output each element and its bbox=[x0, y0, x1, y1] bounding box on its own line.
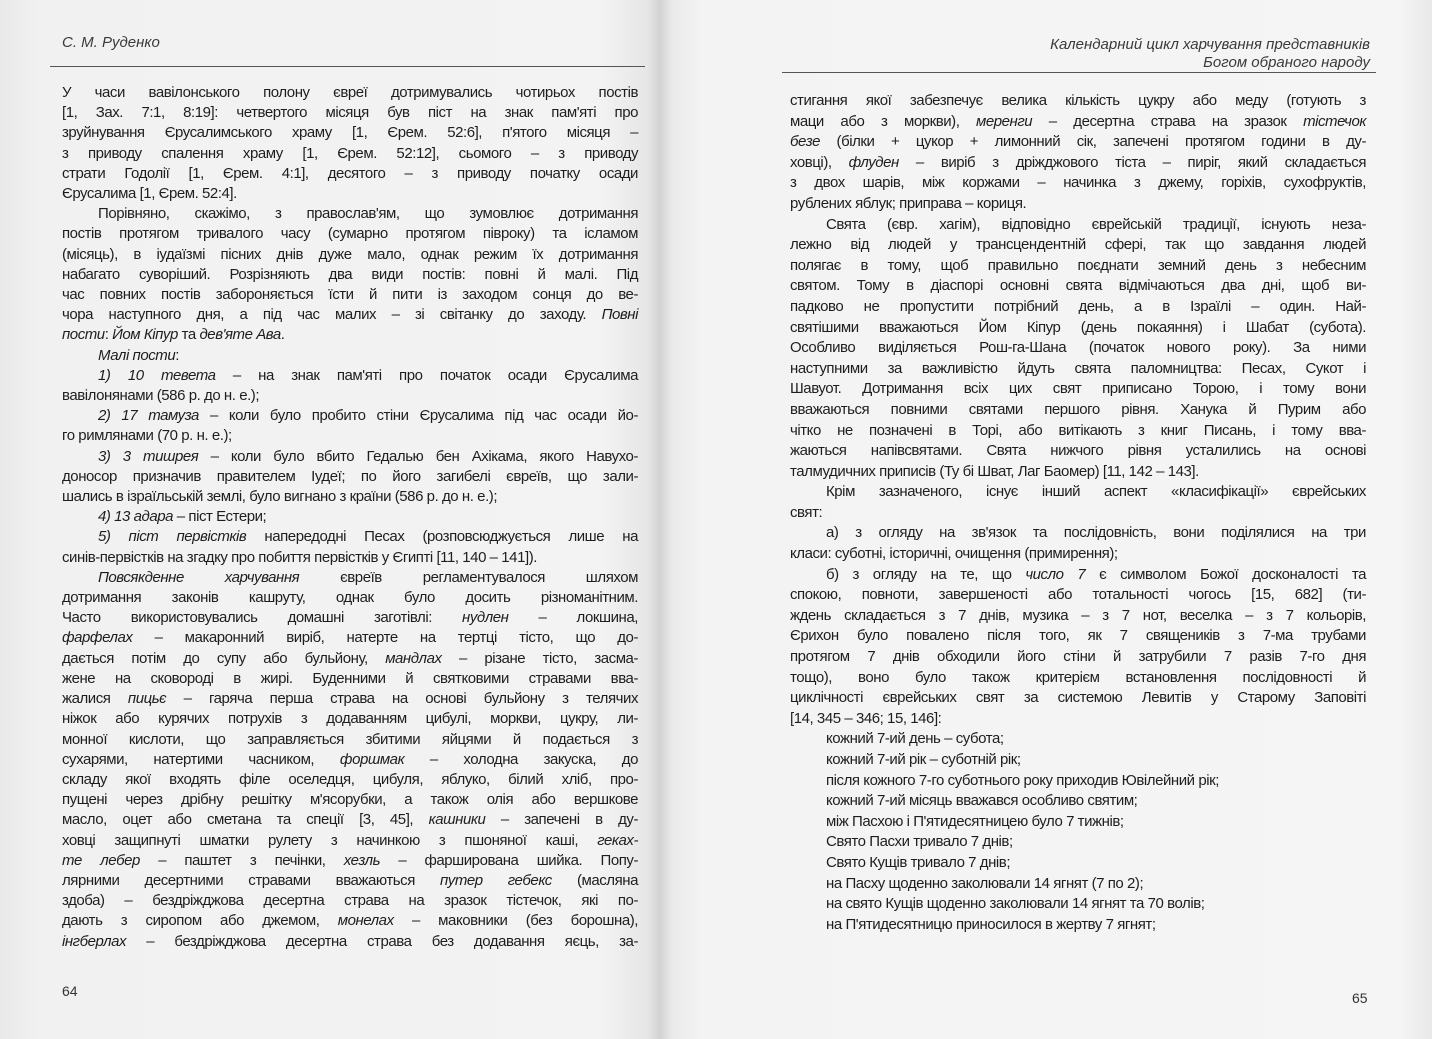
text-line bbox=[790, 647, 1366, 668]
text-run: Єрихон було повалено після того, як 7 священиків з 7-ма трубами bbox=[790, 627, 1366, 645]
text-line bbox=[790, 565, 1366, 586]
text-line bbox=[790, 400, 1366, 421]
text-line bbox=[62, 628, 638, 648]
text-line bbox=[62, 447, 638, 467]
italic-term: те лебер bbox=[62, 851, 140, 869]
text-run: ніжок або курячих потрухів з додаванням цибулі, моркви, цукру, ли- bbox=[62, 710, 638, 728]
text-line bbox=[62, 689, 638, 709]
text-line bbox=[62, 770, 638, 790]
text-run: святом. Тому в діаспорі основні свята відмічаються два дні, щоб ви- bbox=[790, 277, 1366, 295]
text-run: кожний 7-ий день – субота; bbox=[826, 730, 1004, 748]
text-run: вавілонянами (586 р. до н. е.); bbox=[62, 387, 260, 405]
left-page-body bbox=[62, 83, 638, 952]
text-run: У часи вавілонського полону євреї дотримувались чотирьох постів bbox=[62, 84, 638, 101]
italic-term: фарфелах bbox=[62, 629, 133, 647]
italic-term: 5) піст первістків bbox=[98, 528, 247, 546]
text-line bbox=[62, 649, 638, 669]
text-run: – десертна страва на зразок bbox=[1032, 112, 1304, 130]
text-line bbox=[790, 318, 1366, 339]
text-line bbox=[790, 503, 1366, 524]
text-run: чітко не позначені в Торі, або витікають з книг Писань, і тому вва- bbox=[790, 421, 1366, 439]
text-line bbox=[62, 83, 638, 103]
right-page bbox=[716, 0, 1432, 1039]
text-line bbox=[790, 379, 1366, 400]
text-line bbox=[62, 891, 638, 911]
text-run: – локшина, bbox=[508, 609, 638, 627]
text-line bbox=[790, 688, 1366, 709]
text-run: маци або з моркви), bbox=[790, 112, 977, 130]
text-run: після кожного 7-го суботнього року приходив Ювілейний рік; bbox=[826, 771, 1219, 789]
italic-term: Повні bbox=[601, 306, 638, 324]
text-run: дають з сиропом або джемом, bbox=[62, 912, 338, 930]
italic-term: монелах bbox=[337, 912, 394, 930]
text-run: кожний 7-ий рік – суботній рік; bbox=[826, 751, 1021, 768]
text-run: на свято Кущів щоденно заколювали 14 ягнят та 70 волів; bbox=[826, 895, 1205, 913]
text-run: спокою, повноти, завершеності або тотальності чогось [15, 682] (ти- bbox=[790, 586, 1366, 604]
text-line bbox=[62, 507, 638, 527]
text-run: падково не пропустити потрібний день, а в Ізраїлі – один. Най- bbox=[790, 297, 1366, 315]
text-line bbox=[790, 606, 1366, 627]
text-run: масло, оцет або сметана та спеції [3, 45], bbox=[62, 811, 429, 829]
text-run: – на знак пам'яті про початок осади Єрусалима bbox=[215, 366, 639, 384]
text-line bbox=[62, 204, 638, 224]
text-run: пущені через дрібну решітку м'ясорубки, а також олія або вершкове bbox=[62, 791, 638, 809]
text-run: набагато суворіший. Розрізняють два види постів: повні й малі. Під bbox=[62, 265, 638, 283]
italic-term: пости bbox=[62, 326, 105, 344]
italic-term: тістечок bbox=[1303, 112, 1366, 130]
text-line bbox=[62, 325, 638, 345]
text-line bbox=[790, 215, 1366, 236]
text-line bbox=[790, 791, 1366, 812]
italic-term: хезль bbox=[343, 851, 381, 869]
text-line bbox=[790, 915, 1366, 936]
running-header-title-line-1: Календарний цикл харчування представників bbox=[1050, 36, 1370, 53]
text-run: свят: bbox=[790, 503, 823, 521]
text-line bbox=[62, 144, 638, 164]
text-run: (масляна bbox=[551, 871, 638, 889]
italic-term: кашники bbox=[428, 811, 486, 829]
text-line bbox=[62, 406, 638, 426]
text-line bbox=[62, 487, 638, 507]
text-run: [14, 345 – 346; 15, 146]: bbox=[790, 709, 942, 727]
text-run: між Пасхою і П'ятидесятницею було 7 тижнів; bbox=[826, 812, 1124, 830]
text-run: ждень складається з 7 днів, музика – з 7 нот, веселка – з 7 кольорів, bbox=[790, 606, 1366, 624]
text-run: зруйнування Єрусалимського храму [1, Єрем. 52:6], п'ятого місяця – bbox=[62, 124, 638, 142]
text-run: талмудичних приписів (Ту бі Шват, Лаг Баомер) [11, 142 – 143]. bbox=[790, 462, 1199, 480]
text-line bbox=[62, 548, 638, 568]
text-run: – маковники (без борошна), bbox=[393, 912, 638, 930]
text-run: євреїв регламентувалося шляхом bbox=[299, 568, 639, 586]
text-run: Шавуот. Дотримання всіх цих свят приписано Торою, і тому вони bbox=[790, 380, 1366, 398]
text-line bbox=[790, 812, 1366, 833]
italic-term: 4) 13 адара bbox=[98, 508, 174, 526]
text-run: лежно від людей у трансцендентній сфері, так що завдання людей bbox=[790, 236, 1366, 254]
text-run: полягає в тому, щоб правильно поєднати земний день з небесним bbox=[790, 256, 1366, 274]
text-line bbox=[62, 810, 638, 830]
text-line bbox=[790, 482, 1366, 503]
text-line bbox=[62, 426, 638, 446]
text-run: є символом Божої досконалості та bbox=[1085, 565, 1366, 583]
text-line bbox=[62, 608, 638, 628]
text-line bbox=[62, 305, 638, 325]
text-run: постів протягом тривалого часу (сумарно протягом півроку) та ісламом bbox=[62, 225, 638, 243]
text-line bbox=[790, 853, 1366, 874]
italic-term: флуден bbox=[848, 153, 899, 171]
text-line bbox=[62, 871, 638, 891]
text-line bbox=[62, 790, 638, 810]
text-run: Свято Кущів тривало 7 днів; bbox=[826, 853, 1011, 871]
text-run: сухарями, натертими часником, bbox=[62, 750, 340, 768]
text-run: го римлянами (70 р. н. е.); bbox=[62, 427, 232, 445]
text-line bbox=[62, 386, 638, 406]
text-run: циклічності єврейських свят за системою Левитів у Старому Заповіті bbox=[790, 689, 1366, 707]
text-run: : bbox=[104, 326, 113, 344]
text-run: . bbox=[280, 326, 285, 344]
text-run: на П'ятидесятницю приносилося в жертву 7 ягнят; bbox=[826, 915, 1156, 933]
italic-term: путер гебекс bbox=[439, 871, 552, 889]
text-line bbox=[62, 467, 638, 487]
italic-term: нудлен bbox=[462, 609, 509, 627]
italic-term: інгберлах bbox=[62, 932, 127, 950]
text-line bbox=[790, 523, 1366, 544]
text-run: чора наступного дня, а під час малих – зі світанку до заходу. bbox=[62, 306, 602, 324]
text-run: – макаронний виріб, натерте на тертці тісто, що до- bbox=[132, 629, 638, 647]
text-run: – запечені в ду- bbox=[485, 811, 638, 829]
italic-term: Йом Кіпур bbox=[112, 326, 178, 344]
text-run: Особливо виділяється Рош-га-Шана (початок нового року). За ними bbox=[790, 339, 1366, 357]
text-line bbox=[790, 874, 1366, 895]
text-run: Часто використовувались домашні заготівлі: bbox=[62, 609, 463, 627]
italic-term: число 7 bbox=[1025, 565, 1086, 583]
text-run: протягом 7 днів обходили його стіни й затрубили 7 разів 7-го дня bbox=[790, 648, 1366, 666]
text-line bbox=[790, 112, 1366, 133]
text-run: з двох шарів, між коржами – начинка з джему, горіхів, сухофруктів, bbox=[790, 174, 1366, 192]
text-run: – піст Естери; bbox=[173, 508, 267, 526]
text-run: жалися bbox=[62, 690, 128, 708]
text-run: – фарширована шийка. Попу- bbox=[380, 851, 638, 869]
text-line bbox=[62, 588, 638, 608]
text-run: [1, Зах. 7:1, 8:19]: четвертого місяця був піст на знак пам'яті про bbox=[62, 104, 638, 122]
italic-term: Повсякденне харчування bbox=[98, 568, 300, 586]
text-line bbox=[62, 932, 638, 952]
text-run: наступними за важливістю йдуть свята паломництва: Песах, Сукот і bbox=[790, 359, 1366, 377]
text-run: : bbox=[175, 346, 179, 364]
text-line bbox=[790, 462, 1366, 483]
right-page-body bbox=[790, 91, 1366, 935]
text-line bbox=[790, 441, 1366, 462]
text-run: напередодні Песах (розповсюджується лише на bbox=[246, 528, 638, 546]
text-run: та bbox=[177, 326, 200, 344]
italic-term: форшмак bbox=[339, 750, 405, 768]
text-run: монної кислоти, що заправляється збитими яйцями й подається з bbox=[62, 730, 638, 748]
text-line bbox=[790, 132, 1366, 153]
text-line bbox=[790, 750, 1366, 771]
text-line bbox=[62, 831, 638, 851]
italic-term: пицьє bbox=[127, 690, 167, 708]
text-line bbox=[62, 366, 638, 386]
header-rule bbox=[782, 72, 1376, 73]
text-run: – бездріжджова десертна страва без додавання яєць, за- bbox=[126, 932, 638, 950]
text-line bbox=[790, 153, 1366, 174]
text-line bbox=[62, 164, 638, 184]
text-run: Свята (євр. хагім), відповідно єврейській традиції, існують неза- bbox=[826, 215, 1366, 233]
page-number: 65 bbox=[1352, 990, 1368, 1006]
text-line bbox=[790, 544, 1366, 565]
text-line bbox=[790, 91, 1366, 112]
text-line bbox=[790, 235, 1366, 256]
text-line bbox=[790, 626, 1366, 647]
text-run: страти Годолії [1, Єрем. 4:1], десятого – з приводу початку осади bbox=[62, 164, 638, 182]
text-run: – різане тісто, засма- bbox=[441, 649, 638, 667]
text-line bbox=[62, 851, 638, 871]
text-run: – виріб з дріжджового тіста – пиріг, який складається bbox=[898, 153, 1367, 171]
text-run: Свято Пасхи тривало 7 днів; bbox=[826, 833, 1013, 851]
text-run: вважаються повними святами першого рівня. Ханука й Пурим або bbox=[790, 400, 1366, 418]
text-run: дається потім до супу або бульйону, bbox=[62, 649, 386, 667]
text-run: час повних постів забороняється їсти й пити із заходом сонця до ве- bbox=[62, 286, 638, 304]
header-rule bbox=[50, 66, 645, 67]
text-line bbox=[790, 194, 1366, 215]
text-line bbox=[62, 709, 638, 729]
italic-term: геках- bbox=[597, 831, 638, 849]
text-line bbox=[62, 527, 638, 547]
text-line bbox=[790, 359, 1366, 380]
text-run: святішими вважаються Йом Кіпур (день покаяння) і Шабат (субота). bbox=[790, 318, 1366, 336]
text-line bbox=[62, 750, 638, 770]
text-run: синів-первістків на згадку про побиття первістків у Єгипті [11, 140 – 141]). bbox=[62, 548, 537, 566]
text-line bbox=[790, 585, 1366, 606]
text-line bbox=[62, 285, 638, 305]
italic-term: Малі пости bbox=[98, 346, 176, 364]
text-run: доносор призначив правителем Іудеї; по його загибелі євреїв, що зали- bbox=[62, 467, 638, 485]
text-run: (місяць), в іудаїзмі пісних днів дуже мало, однак режим їх дотримання bbox=[62, 245, 638, 263]
text-line bbox=[790, 709, 1366, 730]
text-run: класи: суботні, історичні, очищення (примирення); bbox=[790, 545, 1118, 563]
text-line bbox=[790, 832, 1366, 853]
italic-term: дев'яте Ава bbox=[199, 326, 281, 344]
text-run: здоба) – бездріжджова десертна страва на зразок тістечок, які по- bbox=[62, 892, 638, 910]
text-line bbox=[62, 245, 638, 265]
text-run: – холодна закуска, до bbox=[404, 750, 638, 768]
text-line bbox=[62, 184, 638, 204]
text-run: на Пасху щоденно заколювали 14 ягнят (7 по 2); bbox=[826, 874, 1144, 892]
text-run: кожний 7-ий місяць вважався особливо святим; bbox=[826, 792, 1138, 810]
text-run: жаються напівсвятами. Свята нижчого рівня усталились на основі bbox=[790, 442, 1366, 460]
text-line bbox=[62, 346, 638, 366]
text-line bbox=[790, 668, 1366, 689]
text-run: складу якої входять філе оселедця, цибуля, яблуко, білий хліб, про- bbox=[62, 770, 638, 788]
text-run: з приводу спалення храму [1, Єрем. 52:12], сьомого – з приводу bbox=[62, 144, 638, 162]
text-run: стигання якої забезпечує велика кількість цукру або меду (готують з bbox=[790, 92, 1366, 109]
text-run: а) з огляду на зв'язок та послідовність, вони поділялися на три bbox=[826, 524, 1366, 542]
italic-term: меренги bbox=[976, 112, 1033, 130]
italic-term: 3) 3 тишрея bbox=[98, 447, 199, 465]
running-header-author: С. М. Руденко bbox=[62, 34, 160, 51]
page-number: 64 bbox=[62, 983, 78, 999]
text-run: – паштет з печінки, bbox=[139, 851, 344, 869]
text-run: ховці защипнуті шматки рулету з начинкою з пшоняної каші, bbox=[62, 831, 598, 849]
text-line bbox=[62, 911, 638, 931]
text-line bbox=[790, 297, 1366, 318]
text-run: Крім зазначеного, існує інший аспект «класифікації» єврейських bbox=[826, 483, 1366, 501]
text-line bbox=[62, 123, 638, 143]
running-header-title-line-2: Богом обраного народу bbox=[1203, 54, 1370, 71]
text-line bbox=[790, 729, 1366, 750]
text-run: Єрусалима [1, Єрем. 52:4]. bbox=[62, 185, 237, 203]
text-line bbox=[790, 276, 1366, 297]
text-line bbox=[62, 568, 638, 588]
text-run: шались в ізраїльській землі, було вигнано з країни (586 р. до н. е.); bbox=[62, 488, 498, 506]
text-run: – коли було вбито Гедалью бен Ахікама, якого Навухо- bbox=[198, 447, 638, 465]
italic-term: 2) 17 тамуза bbox=[98, 407, 199, 425]
text-line bbox=[790, 894, 1366, 915]
italic-term: безе bbox=[790, 133, 820, 151]
text-line bbox=[790, 256, 1366, 277]
text-run: лярними десертними стравами вважаються bbox=[62, 871, 440, 889]
text-run: тощо), воно було також критерієм встановлення послідовності й bbox=[790, 668, 1366, 686]
text-run: Порівняно, скажімо, з православ'ям, що зумовлює дотримання bbox=[98, 205, 638, 223]
text-run: дотримання законів кашруту, однак було досить різноманітним. bbox=[62, 589, 638, 607]
text-line bbox=[790, 173, 1366, 194]
text-line bbox=[790, 771, 1366, 792]
italic-term: 1) 10 тевета bbox=[98, 366, 216, 384]
text-run: ховці), bbox=[790, 153, 849, 171]
text-line bbox=[790, 421, 1366, 442]
text-run: жене на сковороді в жирі. Буденними й святковими стравами вва- bbox=[62, 669, 638, 687]
text-run: рублених яблук; приправа – кориця. bbox=[790, 194, 1027, 212]
text-run: б) з огляду на те, що bbox=[826, 565, 1026, 583]
text-line bbox=[62, 730, 638, 750]
text-run: (білки + цукор + лимонний сік, запечені протягом години в ду- bbox=[819, 133, 1366, 151]
text-line bbox=[62, 224, 638, 244]
text-run: – коли було пробито стіни Єрусалима під час осади йо- bbox=[198, 407, 638, 425]
text-line bbox=[62, 265, 638, 285]
text-run: – гаряча перша страва на основі бульйону з телячих bbox=[166, 690, 638, 708]
italic-term: мандлах bbox=[385, 649, 442, 667]
text-line bbox=[790, 338, 1366, 359]
text-line bbox=[62, 103, 638, 123]
text-line bbox=[62, 669, 638, 689]
